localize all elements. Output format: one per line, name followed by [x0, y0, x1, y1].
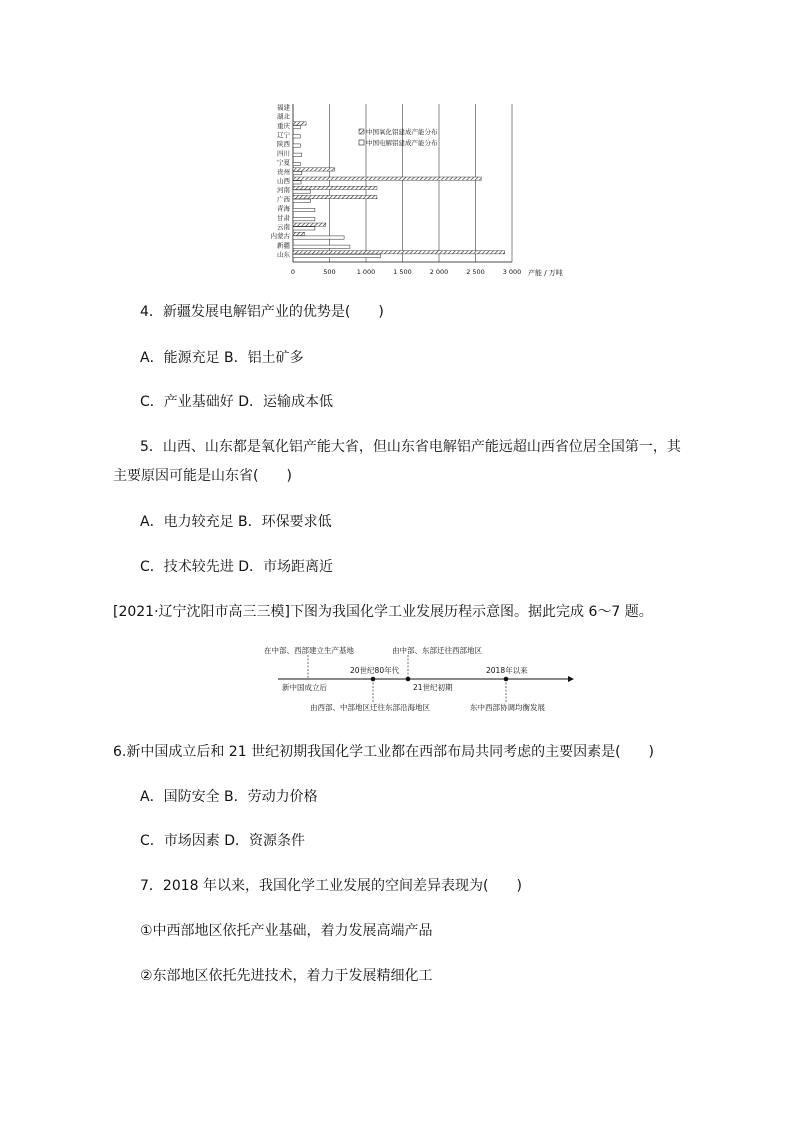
bar-alumina-9: [293, 186, 377, 189]
bar-alumina-8: [293, 177, 481, 180]
category-label-7: 贵州: [277, 167, 290, 176]
bar-electrolytic-11: [293, 208, 315, 211]
bar-electrolytic-5: [293, 153, 302, 156]
x-tick-label-5: 2 500: [466, 268, 485, 276]
q7-item-1: ①中西部地区依托产业基础，着力发展高端产品: [140, 923, 433, 939]
category-label-11: 青海: [277, 204, 290, 213]
timeline-event-below-1: 由西部、中部地区迁往东部沿海地区: [310, 703, 430, 712]
bar-electrolytic-12: [293, 218, 315, 221]
timeline-point-3: 21世纪初期: [413, 683, 453, 692]
x-tick-label-2: 1 000: [356, 268, 376, 276]
q5-stem-line1: 5．山西、山东都是氧化铝产能大省，但山东省电解铝产能远超山西省位居全国第一，其: [140, 439, 681, 455]
q4-options-ab: A．能源充足 B．铝土矿多: [140, 350, 304, 366]
q5-options-ab: A．电力较充足 B．环保要求低: [140, 514, 332, 530]
q5-stem-line2: 主要原因可能是山东省( ): [113, 468, 292, 484]
bar-alumina-14: [293, 232, 305, 235]
timeline-event-above-1: 在中部、西部建立生产基地: [264, 646, 354, 655]
x-tick-label-4: 2 000: [429, 268, 449, 276]
chemical-industry-timeline: [258, 642, 578, 712]
x-tick-label-1: 500: [323, 268, 336, 276]
section-intro: [2021·辽宁沈阳市高三三模]下图为我国化学工业发展历程示意图。据此完成 6～7 题。: [113, 604, 653, 620]
category-label-4: 陕西: [277, 140, 290, 149]
bar-electrolytic-4: [293, 144, 300, 147]
chart-legend: [359, 127, 438, 147]
bar-electrolytic-15: [293, 245, 350, 248]
q6-options-ab: A．国防安全 B．劳动力价格: [140, 789, 318, 805]
timeline-event-below-2: 东中西部协调均衡发展: [470, 703, 545, 712]
bar-electrolytic-10: [293, 199, 311, 202]
category-label-5: 四川: [277, 149, 290, 158]
bar-electrolytic-14: [293, 236, 344, 239]
x-tick-label-0: 0: [290, 268, 296, 276]
category-label-0: 福建: [277, 103, 290, 112]
bar-electrolytic-6: [293, 162, 300, 165]
bar-alumina-10: [293, 195, 377, 198]
bar-alumina-2: [293, 122, 306, 125]
category-label-2: 重庆: [277, 121, 290, 130]
timeline-point-1: 新中国成立后: [282, 683, 327, 692]
timeline-event-above-2: 由中部、东部迁往西部地区: [392, 646, 482, 655]
q5-options-cd: C．技术较先进 D．市场距离近: [140, 559, 334, 575]
bar-electrolytic-2: [293, 126, 300, 129]
q4-stem: 4．新疆发展电解铝产业的优势是( ): [140, 304, 384, 320]
aluminum-capacity-chart: [262, 100, 568, 282]
bar-alumina-7: [293, 168, 335, 171]
bar-electrolytic-9: [293, 190, 311, 193]
timeline-arrowhead: [568, 676, 574, 682]
q6-stem: 6.新中国成立后和 21 世纪初期我国化学工业都在西部布局共同考虑的主要因素是( ): [113, 744, 654, 760]
x-tick-label-6: 3 000: [502, 268, 522, 276]
bar-electrolytic-7: [293, 172, 302, 175]
category-label-1: 湖北: [277, 112, 290, 121]
q7-stem: 7．2018 年以来，我国化学工业发展的空间差异表现为( ): [140, 878, 522, 894]
category-label-8: 山西: [277, 177, 290, 185]
timeline-point-2: 20世纪80年代: [350, 666, 400, 675]
x-tick-label-3: 1 500: [393, 268, 412, 276]
category-label-15: 新疆: [277, 241, 290, 250]
legend-label-alumina: 中国氧化铝建成产能分布: [366, 128, 438, 136]
timeline-point-4: 2018年以来: [486, 666, 528, 675]
category-label-12: 甘肃: [277, 213, 290, 222]
q6-options-cd: C．市场因素 D．资源条件: [140, 833, 306, 849]
legend-label-electrolytic: 中国电解铝建成产能分布: [366, 139, 438, 147]
q7-item-2: ②东部地区依托先进技术，着力于发展精细化工: [140, 968, 433, 984]
category-label-16: 山东: [277, 250, 290, 259]
bar-electrolytic-3: [293, 135, 300, 138]
q4-options-cd: C．产业基础好 D．运输成本低: [140, 394, 334, 410]
bar-alumina-16: [293, 251, 505, 254]
bar-electrolytic-16: [293, 254, 381, 257]
category-label-10: 广西: [277, 195, 290, 204]
category-label-6: 宁夏: [277, 158, 290, 167]
legend-swatch-alumina: [359, 129, 364, 134]
legend-swatch-electrolytic: [359, 140, 364, 145]
category-label-9: 河南: [277, 186, 290, 195]
category-label-3: 辽宁: [277, 131, 290, 139]
category-label-14: 内蒙古: [270, 232, 290, 241]
bar-alumina-13: [293, 223, 326, 226]
x-axis-label: 产能 / 万吨: [528, 269, 563, 277]
category-label-13: 云南: [277, 223, 290, 231]
bar-electrolytic-8: [293, 181, 301, 184]
bar-electrolytic-13: [293, 227, 315, 230]
